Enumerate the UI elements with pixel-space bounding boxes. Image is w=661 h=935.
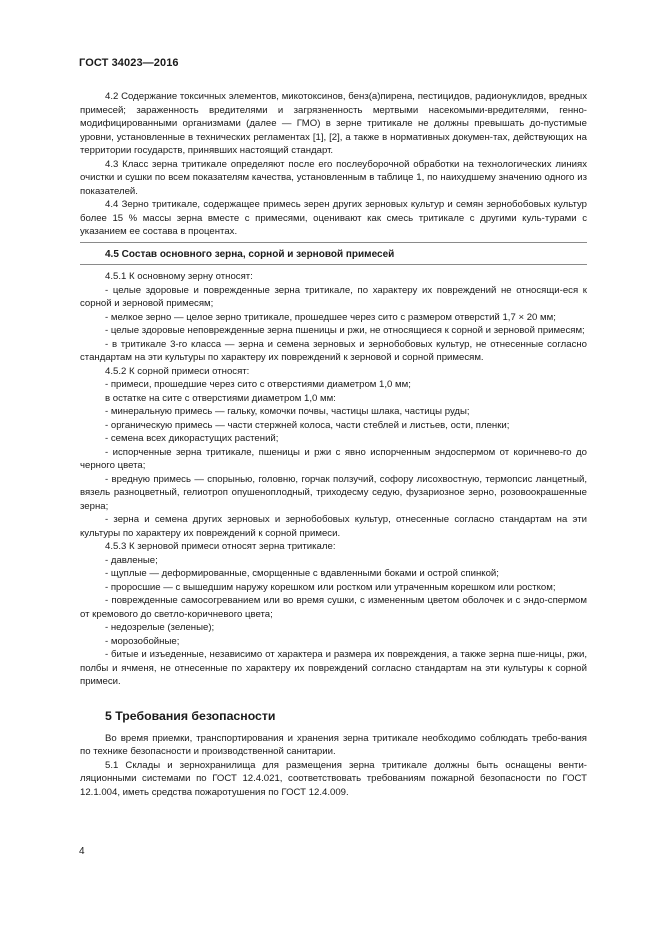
document-header: ГОСТ 34023—2016: [79, 57, 179, 69]
section-title-5: 5 Требования безопасности: [105, 708, 276, 723]
subsection-divider: [80, 264, 587, 265]
paragraph-5-intro: Во время приемки, транспортирования и хранения зерна тритикале необходимо соблюдать требо-вания по технике безопасности и производственной санитарии.: [80, 732, 587, 757]
list-item: - минеральную примесь — гальку, комочки почвы, частицы шлака, частицы руды;: [105, 406, 470, 417]
clause-paragraph: 4.5.3 К зерновой примеси относят зерна тритикале:: [105, 541, 336, 552]
clause-paragraph: 4.5.2 К сорной примеси относят:: [105, 365, 250, 377]
list-item: - морозобойные;: [105, 635, 180, 647]
subsection-list: [80, 270, 587, 689]
paragraph-4-2: 4.2 Содержание токсичных элементов, микотоксинов, бенз(а)пирена, пестицидов, радионуклидов, вредных примесей; зараженность вредителями и загрязненность мертвыми насекомыми-вредителями, генно-модифицированными организмами (далее — ГМО) в зерне тритикале не должны превышать до-пустимые уровни, установленные в технических регламентах [1], [2], а также в нормативных докумен-тах, действующих на территории государств, принявших настоящий стандарт.: [80, 91, 587, 156]
section-divider: [80, 242, 587, 243]
list-item: - недозрелые (зеленые);: [105, 622, 215, 633]
clause-paragraph: 4.5.1 К основному зерну относят:: [105, 271, 253, 282]
list-item: - целые здоровые неповрежденные зерна пшеницы и ржи, не относящиеся к сорной и зерновой примесям;: [105, 325, 585, 336]
list-item: - вредную примесь — спорынью, головню, горчак ползучий, софору лисохвостную, термопсис ланцетный, вязель разноцветный, гелиотроп опушеноплодный, триходесму седую, фузариозное зерно, розовоокрашенные зерна;: [80, 473, 587, 512]
list-item: - примеси, прошедшие через сито с отверстиями диаметром 1,0 мм;: [105, 379, 411, 390]
list-item: - поврежденные самосогреванием или во время сушки, с измененным цветом оболочек и с эндо-спермом от кремового до светло-коричневого цвета;: [80, 595, 587, 620]
clause-paragraph: в остатке на сите с отверстиями диаметром 1,0 мм:: [105, 392, 336, 404]
paragraph-5-1: 5.1 Склады и зернохранилища для размещения зерна тритикале должны быть оснащены венти-ляционными системами по ГОСТ 12.4.021, соответствовать требованиям пожарной безопасности по ГОСТ 12.1.004, иметь средства пожаротушения по ГОСТ 12.4.009.: [80, 759, 587, 798]
paragraph-4-4: 4.4 Зерно тритикале, содержащее примесь зерен других зерновых культур и семян зернобобовых культур более 15 % массы зерна вместе с примесями, оценивают как смесь тритикале с другими куль-турами с указанием ее состава в процентах.: [80, 199, 587, 237]
list-item: - проросшие — с вышедшим наружу корешком или ростком или утраченным корешком или ростком;: [105, 581, 556, 593]
list-item: - битые и изъеденные, независимо от характера и размера их повреждения, а также зерна пше-ницы, ржи, полбы и ячменя, не отнесенные по характеру их повреждений согласно стандартам на эти культуры к сорной примеси.: [80, 649, 587, 687]
list-item: - в тритикале 3-го класса — зерна и семена зерновых и зернобобовых культур, не отнесенные согласно стандартам на эти культуры по характеру их повреждений к зерновой и сорной примесям.: [80, 338, 587, 363]
paragraph-4-3: 4.3 Класс зерна тритикале определяют после его послеуборочной обработки на технологических линиях очистки и сушки по всем показателям качества, установленным в таблице 1, по наихудшему значению одного из показателей.: [80, 158, 587, 197]
list-item: - щуплые — деформированные, сморщенные с вдавленными боками и острой спинкой;: [105, 568, 499, 579]
list-item: - целые здоровые и поврежденные зерна тритикале, по характеру их повреждений не относящи-еся к сорной и зерновой примесям;: [80, 284, 587, 309]
subsection-title-4-5: 4.5 Состав основного зерна, сорной и зерновой примесей: [105, 248, 395, 260]
list-item: - зерна и семена других зерновых и зернобобовых культур, отнесенные согласно стандартам на эти культуры по характеру их повреждений к сорной примеси.: [80, 514, 587, 539]
spacer: [80, 724, 587, 732]
page-number: 4: [79, 846, 85, 857]
spacer: [80, 689, 587, 709]
list-item: - семена всех дикорастущих растений;: [105, 433, 279, 444]
list-item: - испорченные зерна тритикале, пшеницы и ржи с явно испорченным эндоспермом от коричнево-го до черного цвета;: [80, 446, 587, 471]
list-item: - органическую примесь — части стержней колоса, части стеблей и листьев, ости, пленки;: [105, 419, 510, 431]
document-body: [80, 90, 587, 799]
list-item: - мелкое зерно — целое зерно тритикале, прошедшее через сито с размером отверстий 1,7 × 20 мм;: [105, 311, 556, 323]
list-item: - давленые;: [105, 554, 158, 566]
